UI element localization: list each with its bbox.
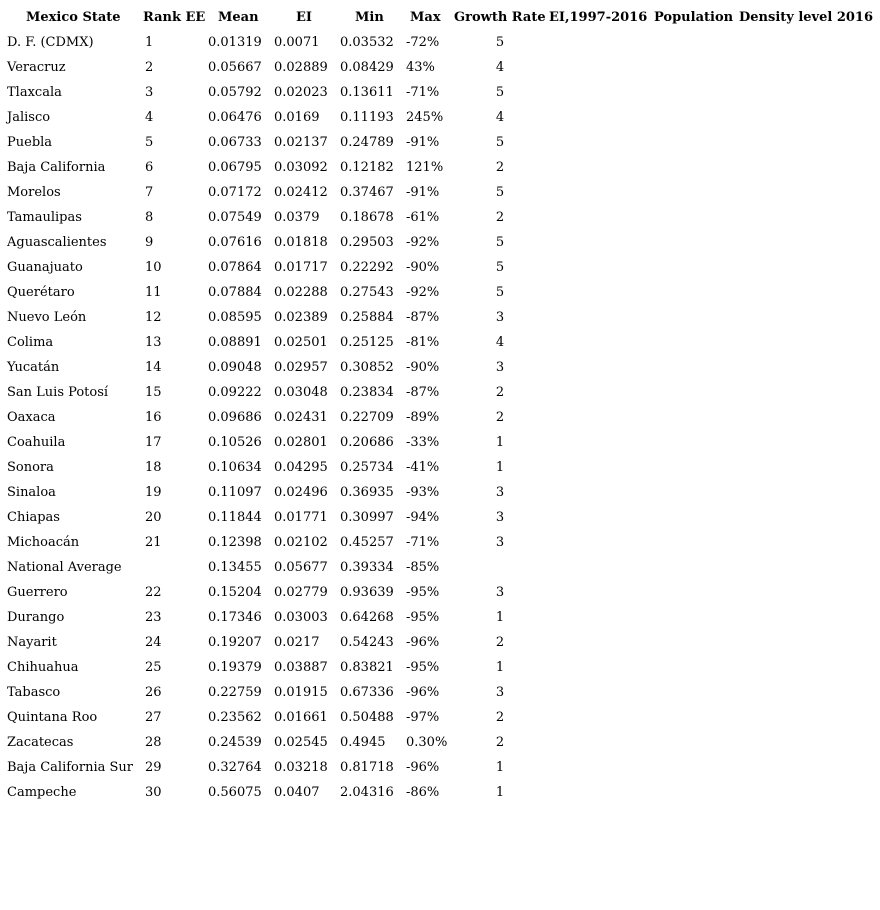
cell-state: Zacatecas: [7, 735, 74, 750]
table-row: [0, 180, 880, 205]
header-max: Max: [410, 10, 441, 25]
cell-max: -92%: [406, 235, 440, 250]
cell-ei: 0.02412: [274, 185, 328, 200]
header-density-level: Density level 2016: [739, 10, 874, 25]
cell-state: Tamaulipas: [7, 210, 82, 225]
cell-mean: 0.56075: [208, 785, 262, 800]
cell-mean: 0.09222: [208, 385, 262, 400]
cell-rank-ee: 26: [145, 685, 162, 700]
cell-rank-ee: 11: [145, 285, 162, 300]
table-row: [0, 255, 880, 280]
cell-max: -87%: [406, 385, 440, 400]
cell-rank-ee: 22: [145, 585, 162, 600]
cell-ei: 0.02545: [274, 735, 328, 750]
cell-growth-rate: 2: [495, 410, 505, 425]
cell-state: Nuevo León: [7, 310, 87, 325]
cell-rank-ee: 4: [145, 110, 154, 125]
cell-mean: 0.06476: [208, 110, 262, 125]
cell-min: 0.25734: [340, 460, 394, 475]
cell-mean: 0.05667: [208, 60, 262, 75]
cell-growth-rate: 3: [495, 585, 505, 600]
table-row: [0, 530, 880, 555]
cell-growth-rate: 5: [495, 35, 505, 50]
cell-rank-ee: 20: [145, 510, 162, 525]
cell-max: -91%: [406, 185, 440, 200]
cell-state: Aguascalientes: [7, 235, 107, 250]
cell-max: -93%: [406, 485, 440, 500]
cell-mean: 0.23562: [208, 710, 262, 725]
cell-rank-ee: 23: [145, 610, 162, 625]
cell-max: -94%: [406, 510, 440, 525]
cell-rank-ee: 13: [145, 335, 162, 350]
cell-growth-rate: 3: [495, 535, 505, 550]
cell-ei: 0.02137: [274, 135, 328, 150]
cell-state: Colima: [7, 335, 54, 350]
cell-growth-rate: 2: [495, 160, 505, 175]
cell-mean: 0.13455: [208, 560, 262, 575]
cell-growth-rate: 1: [495, 660, 505, 675]
table-row: [0, 555, 880, 580]
cell-growth-rate: 3: [495, 510, 505, 525]
cell-mean: 0.22759: [208, 685, 262, 700]
cell-min: 0.30852: [340, 360, 394, 375]
cell-min: 0.23834: [340, 385, 394, 400]
cell-min: 0.67336: [340, 685, 394, 700]
cell-state: Guerrero: [7, 585, 68, 600]
table-row: [0, 580, 880, 605]
table-row: [0, 480, 880, 505]
cell-ei: 0.03218: [274, 760, 328, 775]
cell-max: -96%: [406, 760, 440, 775]
cell-max: -81%: [406, 335, 440, 350]
cell-rank-ee: 17: [145, 435, 162, 450]
table-row: [0, 605, 880, 630]
cell-state: Baja California Sur: [7, 760, 133, 775]
cell-max: -96%: [406, 685, 440, 700]
cell-ei: 0.02779: [274, 585, 328, 600]
cell-state: National Average: [7, 560, 122, 575]
cell-max: -91%: [406, 135, 440, 150]
cell-growth-rate: [470, 555, 530, 580]
cell-state: San Luis Potosí: [7, 385, 109, 400]
cell-mean: 0.12398: [208, 535, 262, 550]
cell-ei: 0.02023: [274, 85, 328, 100]
cell-state: Campeche: [7, 785, 77, 800]
table-row: [0, 355, 880, 380]
table-row: [0, 155, 880, 180]
table-row: [0, 280, 880, 305]
cell-ei: 0.03003: [274, 610, 328, 625]
cell-rank-ee: 21: [145, 535, 162, 550]
cell-mean: 0.17346: [208, 610, 262, 625]
cell-rank-ee: [145, 555, 200, 580]
table-row: [0, 105, 880, 130]
cell-min: 0.03532: [340, 35, 394, 50]
table-row: [0, 755, 880, 780]
cell-rank-ee: 28: [145, 735, 162, 750]
cell-mean: 0.07172: [208, 185, 262, 200]
cell-ei: 0.0407: [274, 785, 320, 800]
cell-growth-rate: 1: [495, 610, 505, 625]
cell-growth-rate: 1: [495, 760, 505, 775]
cell-rank-ee: 15: [145, 385, 162, 400]
cell-max: -41%: [406, 460, 440, 475]
cell-min: 0.93639: [340, 585, 394, 600]
cell-growth-rate: 2: [495, 210, 505, 225]
cell-rank-ee: 16: [145, 410, 162, 425]
cell-max: -95%: [406, 660, 440, 675]
cell-ei: 0.02889: [274, 60, 328, 75]
cell-min: 0.64268: [340, 610, 394, 625]
cell-growth-rate: 2: [495, 635, 505, 650]
header-mean: Mean: [218, 10, 259, 25]
cell-max: 121%: [406, 160, 444, 175]
cell-max: -72%: [406, 35, 440, 50]
cell-growth-rate: 5: [495, 235, 505, 250]
cell-ei: 0.01915: [274, 685, 328, 700]
cell-growth-rate: 5: [495, 85, 505, 100]
cell-mean: 0.07549: [208, 210, 262, 225]
cell-state: D. F. (CDMX): [7, 35, 94, 50]
cell-state: Tlaxcala: [7, 85, 62, 100]
cell-min: 0.37467: [340, 185, 394, 200]
cell-min: 0.29503: [340, 235, 394, 250]
header-min: Min: [355, 10, 384, 25]
cell-min: 0.27543: [340, 285, 394, 300]
cell-rank-ee: 27: [145, 710, 162, 725]
cell-mean: 0.32764: [208, 760, 262, 775]
cell-rank-ee: 3: [145, 85, 154, 100]
cell-mean: 0.09048: [208, 360, 262, 375]
cell-rank-ee: 19: [145, 485, 162, 500]
cell-min: 0.45257: [340, 535, 394, 550]
cell-state: Veracruz: [7, 60, 66, 75]
cell-state: Chihuahua: [7, 660, 79, 675]
table-row: [0, 380, 880, 405]
cell-state: Coahuila: [7, 435, 66, 450]
table-row: [0, 680, 880, 705]
cell-ei: 0.05677: [274, 560, 328, 575]
table-row: [0, 505, 880, 530]
cell-max: 245%: [406, 110, 444, 125]
cell-max: 43%: [406, 60, 435, 75]
cell-state: Morelos: [7, 185, 61, 200]
cell-state: Tabasco: [7, 685, 61, 700]
cell-max: -61%: [406, 210, 440, 225]
cell-max: -96%: [406, 635, 440, 650]
cell-max: -90%: [406, 260, 440, 275]
cell-max: -89%: [406, 410, 440, 425]
cell-growth-rate: 3: [495, 310, 505, 325]
cell-growth-rate: 5: [495, 135, 505, 150]
table-row: [0, 780, 880, 805]
cell-rank-ee: 25: [145, 660, 162, 675]
header-ei: EI: [296, 10, 312, 25]
cell-mean: 0.07616: [208, 235, 262, 250]
cell-growth-rate: 1: [495, 435, 505, 450]
cell-max: -92%: [406, 285, 440, 300]
cell-rank-ee: 14: [145, 360, 162, 375]
cell-mean: 0.11097: [208, 485, 262, 500]
cell-state: Sinaloa: [7, 485, 56, 500]
cell-min: 0.81718: [340, 760, 394, 775]
cell-state: Baja California: [7, 160, 106, 175]
table-row: [0, 430, 880, 455]
cell-ei: 0.0071: [274, 35, 320, 50]
cell-state: Yucatán: [7, 360, 60, 375]
table-row: [0, 330, 880, 355]
cell-max: -71%: [406, 535, 440, 550]
cell-mean: 0.24539: [208, 735, 262, 750]
cell-min: 0.50488: [340, 710, 394, 725]
cell-ei: 0.01818: [274, 235, 328, 250]
cell-state: Guanajuato: [7, 260, 83, 275]
cell-state: Durango: [7, 610, 65, 625]
cell-mean: 0.10526: [208, 435, 262, 450]
cell-rank-ee: 9: [145, 235, 154, 250]
cell-ei: 0.03048: [274, 385, 328, 400]
cell-mean: 0.06795: [208, 160, 262, 175]
table-row: [0, 705, 880, 730]
cell-max: -90%: [406, 360, 440, 375]
cell-min: 0.18678: [340, 210, 394, 225]
cell-growth-rate: 3: [495, 360, 505, 375]
cell-ei: 0.0379: [274, 210, 320, 225]
cell-max: -86%: [406, 785, 440, 800]
cell-min: 0.4945: [340, 735, 386, 750]
cell-state: Nayarit: [7, 635, 57, 650]
cell-max: -71%: [406, 85, 440, 100]
cell-growth-rate: 4: [495, 335, 505, 350]
cell-min: 0.13611: [340, 85, 394, 100]
cell-mean: 0.05792: [208, 85, 262, 100]
cell-mean: 0.08595: [208, 310, 262, 325]
header-population: Population: [654, 10, 734, 25]
cell-state: Puebla: [7, 135, 53, 150]
cell-rank-ee: 7: [145, 185, 154, 200]
cell-min: 0.12182: [340, 160, 394, 175]
cell-rank-ee: 30: [145, 785, 162, 800]
cell-min: 0.54243: [340, 635, 394, 650]
cell-mean: 0.19207: [208, 635, 262, 650]
cell-mean: 0.19379: [208, 660, 262, 675]
cell-rank-ee: 12: [145, 310, 162, 325]
table-row: [0, 655, 880, 680]
cell-max: -85%: [406, 560, 440, 575]
cell-mean: 0.01319: [208, 35, 262, 50]
cell-rank-ee: 2: [145, 60, 154, 75]
cell-ei: 0.02496: [274, 485, 328, 500]
table-header-row: [0, 5, 880, 30]
cell-min: 0.30997: [340, 510, 394, 525]
cell-rank-ee: 18: [145, 460, 162, 475]
table-row: [0, 130, 880, 155]
cell-min: 0.24789: [340, 135, 394, 150]
cell-rank-ee: 5: [145, 135, 154, 150]
table-row: [0, 205, 880, 230]
cell-mean: 0.06733: [208, 135, 262, 150]
table-row: [0, 305, 880, 330]
cell-growth-rate: 5: [495, 260, 505, 275]
cell-growth-rate: 2: [495, 710, 505, 725]
header-growth-rate: Growth Rate: [454, 10, 546, 25]
cell-state: Chiapas: [7, 510, 60, 525]
cell-min: 0.20686: [340, 435, 394, 450]
table-row: [0, 230, 880, 255]
cell-ei: 0.01771: [274, 510, 328, 525]
cell-max: -97%: [406, 710, 440, 725]
table-row: [0, 455, 880, 480]
table-row: [0, 630, 880, 655]
cell-ei: 0.03092: [274, 160, 328, 175]
cell-growth-rate: 3: [495, 485, 505, 500]
cell-ei: 0.0217: [274, 635, 320, 650]
cell-ei: 0.02431: [274, 410, 328, 425]
cell-min: 0.22292: [340, 260, 394, 275]
cell-min: 2.04316: [340, 785, 394, 800]
header-rank-ee: Rank EE: [143, 10, 206, 25]
cell-mean: 0.09686: [208, 410, 262, 425]
cell-max: -95%: [406, 585, 440, 600]
cell-mean: 0.10634: [208, 460, 262, 475]
cell-max: -95%: [406, 610, 440, 625]
cell-state: Michoacán: [7, 535, 80, 550]
cell-state: Oaxaca: [7, 410, 56, 425]
table-row: [0, 55, 880, 80]
cell-min: 0.83821: [340, 660, 394, 675]
cell-ei: 0.02801: [274, 435, 328, 450]
cell-state: Quintana Roo: [7, 710, 98, 725]
cell-ei: 0.02501: [274, 335, 328, 350]
cell-min: 0.11193: [340, 110, 394, 125]
header-mexico-state: Mexico State: [26, 10, 121, 25]
cell-ei: 0.03887: [274, 660, 328, 675]
table-row: [0, 405, 880, 430]
cell-growth-rate: 5: [495, 285, 505, 300]
cell-growth-rate: 2: [495, 735, 505, 750]
cell-ei: 0.0169: [274, 110, 320, 125]
header-ei-period: EI,1997-2016: [549, 10, 648, 25]
cell-growth-rate: 5: [495, 185, 505, 200]
cell-min: 0.25884: [340, 310, 394, 325]
cell-growth-rate: 4: [495, 110, 505, 125]
cell-state: Querétaro: [7, 285, 75, 300]
cell-mean: 0.11844: [208, 510, 262, 525]
cell-ei: 0.02102: [274, 535, 328, 550]
data-table: [0, 5, 880, 805]
cell-growth-rate: 1: [495, 460, 505, 475]
cell-rank-ee: 1: [145, 35, 154, 50]
cell-max: -87%: [406, 310, 440, 325]
table-row: [0, 730, 880, 755]
cell-rank-ee: 8: [145, 210, 154, 225]
cell-ei: 0.01661: [274, 710, 328, 725]
cell-ei: 0.01717: [274, 260, 328, 275]
cell-ei: 0.02957: [274, 360, 328, 375]
cell-state: Jalisco: [7, 110, 51, 125]
cell-rank-ee: 10: [145, 260, 162, 275]
cell-ei: 0.02389: [274, 310, 328, 325]
cell-growth-rate: 2: [495, 385, 505, 400]
cell-mean: 0.07864: [208, 260, 262, 275]
cell-growth-rate: 3: [495, 685, 505, 700]
table-row: [0, 30, 880, 55]
cell-mean: 0.15204: [208, 585, 262, 600]
cell-min: 0.08429: [340, 60, 394, 75]
cell-rank-ee: 24: [145, 635, 162, 650]
table-row: [0, 80, 880, 105]
cell-min: 0.39334: [340, 560, 394, 575]
cell-ei: 0.04295: [274, 460, 328, 475]
cell-min: 0.36935: [340, 485, 394, 500]
cell-mean: 0.08891: [208, 335, 262, 350]
cell-mean: 0.07884: [208, 285, 262, 300]
cell-rank-ee: 29: [145, 760, 162, 775]
cell-rank-ee: 6: [145, 160, 154, 175]
table-body: [0, 30, 880, 805]
cell-state: Sonora: [7, 460, 54, 475]
cell-growth-rate: 1: [495, 785, 505, 800]
cell-growth-rate: 4: [495, 60, 505, 75]
cell-max: 0.30%: [406, 735, 448, 750]
cell-ei: 0.02288: [274, 285, 328, 300]
cell-min: 0.25125: [340, 335, 394, 350]
cell-min: 0.22709: [340, 410, 394, 425]
cell-max: -33%: [406, 435, 440, 450]
